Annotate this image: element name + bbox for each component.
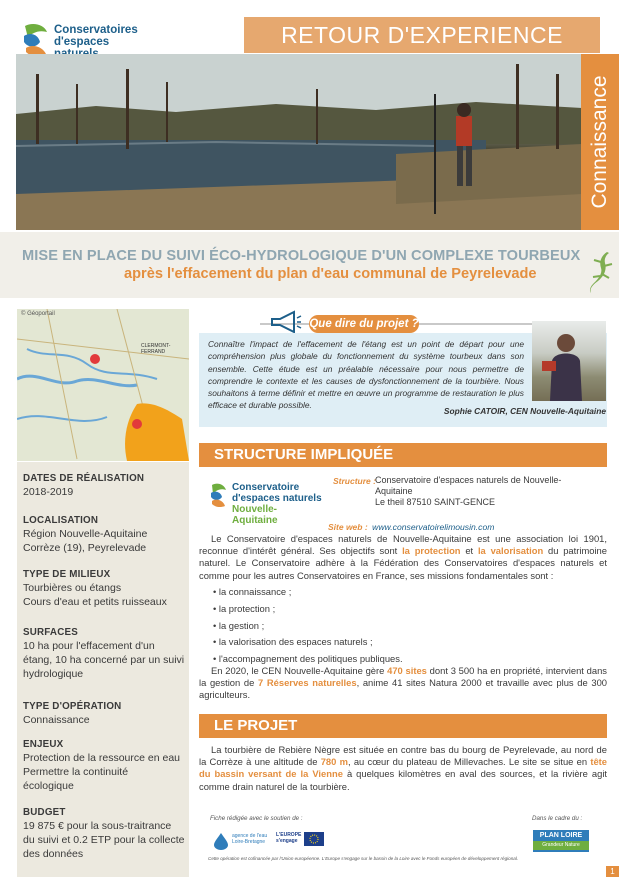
info-heading: TYPE D'OPÉRATION [23,701,122,712]
map-label: CLERMONT-FERRAND [141,343,171,355]
map-credit: © Géoportail [21,311,55,317]
info-budget [23,806,184,861]
projet-paragraph [199,744,607,793]
peatland-scene [16,54,582,230]
quote-text: Connaître l'impact de l'effacement de l'étang est un point de départ pour une compréhension plus globale du fonctionnement du système tourbeux dans son ensemble. Cette étude est un préalable nécessaire pour nous permettre de comprendre le contexte et les causes de dysfonctionnement de la tourbière. Nous souhaitons à terme définir et mettre en œuvre un programme de restauration le plus efficace et durable possible. [208,339,524,411]
website-link[interactable]: www.conservatoirelimousin.com [372,522,495,532]
cen-na-logo-line-1: Conservatoire [232,482,300,493]
info-value: hydrologique [23,668,84,680]
highlight-sites: 470 sites [387,665,427,676]
info-value: Corrèze (19), Peyrelevade [23,542,147,554]
plan-loire-logo [533,830,589,852]
sites-text: , anime 41 sites Natura 2000 et travaille avec plus de 300 agriculteurs. [199,677,608,701]
structure-text: et [465,545,474,557]
info-heading: SURFACES [23,627,78,638]
info-heading: BUDGET [23,807,66,818]
info-milieux [23,568,167,609]
title-band [0,232,619,298]
eu-flag-icon [304,832,324,846]
author-photo-graphic [532,321,606,401]
info-value: écologique [23,780,74,792]
plan-loire-line-2: Grandeur Nature [533,841,589,850]
location-map-graphic [17,309,189,461]
cen-logo-icon [22,22,50,58]
info-value: Protection de la ressource en eau [23,752,181,764]
page-subtitle: après l'effacement du plan d'eau communal de Peyrelevade [124,266,537,282]
water-drop-icon [212,832,230,850]
structure-text: Le Conservatoire d'espaces naturels de Nouvelle-Aquitaine est une association loi 1901, reconnue d'intérêt général. Ses objectifs sont [199,533,607,557]
info-value: Région Nouvelle-Aquitaine [23,528,148,540]
cen-na-logo [210,480,322,526]
hero-photo [16,54,582,230]
cen-na-logo-icon [210,482,228,508]
section-structure: STRUCTURE IMPLIQUÉE [199,443,607,467]
plan-loire-line-1: PLAN LOIRE [539,832,583,839]
frame-label: Dans le cadre du : [532,815,583,822]
megaphone-icon [268,310,302,334]
europe-logo [276,832,328,852]
highlight-altitude: 780 m [320,756,348,768]
info-value: Cours d'eau et petits ruisseaux [23,596,167,608]
europe-logo-line-1: L'EUROPE [276,832,302,838]
list-item: • l'accompagnement des politiques publiques. [213,653,403,665]
list-item: • la valorisation des espaces naturels ; [213,636,373,648]
cen-na-logo-line-2: d'espaces naturels [232,493,322,504]
sites-paragraph [199,665,607,702]
sites-text: dont 3 500 ha en propriété, intervient dans la gestion de [199,665,607,689]
missions-list [213,584,513,668]
section-projet: LE PROJET [199,714,607,738]
page-title: MISE EN PLACE DU SUIVI ÉCO-HYDROLOGIQUE D'UN COMPLEXE TOURBEUX [22,248,581,264]
europe-logo-line-2: s'engage [276,838,298,844]
info-heading: ENJEUX [23,739,64,750]
structure-address: Le theil 87510 SAINT-GENCE [375,497,496,507]
page-number: 1 [606,866,619,877]
info-value: Permettre la continuité [23,766,129,778]
structure-label: Structure : [333,476,376,486]
projet-text: La tourbière de Rebière Nègre est située en contre bas du bourg de Peyrelevade, au nord de la Corrèze à une altitude de [199,744,607,768]
funding-note: Cette opération est cofinancée par l'Union européenne. L'Europe s'engage sur le bassin de la Loire avec le Fonds européen de développement régional. [208,856,519,861]
category-label: Connaissance [588,75,611,209]
info-surfaces [23,626,184,681]
projet-text: , au cœur du plateau de Millevaches. Le site se situe en [347,756,588,768]
category-band [581,54,619,230]
info-value: 10 ha pour l'effacement d'un [23,640,155,652]
highlight-reserves: 7 Réserves naturelles [258,677,357,689]
logo-line-2: d'espaces [54,36,110,48]
info-value: étang, 10 ha concerné par un suivi [23,654,185,666]
info-heading: DATES DE RÉALISATION [23,473,145,484]
list-item: • la protection ; [213,602,276,614]
web-label: Site web : [328,522,368,532]
list-item: • la gestion ; [213,619,265,631]
agence-logo-line-2: Loire-Bretagne [232,839,266,845]
info-heading: TYPE DE MILIEUX [23,569,111,580]
structure-paragraph [199,533,607,582]
structure-name [375,475,600,508]
structure-name-line-1: Conservatoire d'espaces naturels de Nouvelle- [375,475,562,485]
projet-text: à quelques kilomètres en aval des sources, et la rivière agit comme drain naturel de la tourbière. [199,768,608,792]
sites-text: En 2020, le CEN Nouvelle-Aquitaine gère [211,665,385,676]
highlight-bassin: tête du bassin versant de la Vienne [199,756,607,780]
cen-na-logo-line-3: Nouvelle-Aquitaine [232,504,278,526]
logo-line-1: Conservatoires [54,24,138,36]
info-value: Tourbières ou étangs [23,582,122,594]
agence-eau-logo [212,832,272,852]
quote-label: Que dire du projet ? [309,315,419,333]
highlight-protection: la protection [402,545,461,557]
info-operation [23,700,121,727]
structure-name-line-2: Aquitaine [375,486,413,496]
retex-banner: RETOUR D'EXPERIENCE [244,17,600,53]
info-dates [23,472,144,499]
author-photo [532,321,606,401]
lizard-icon [585,250,615,294]
info-value: 19 875 € pour la sous-traitrance [23,820,172,832]
project-info-sidebar [17,462,189,877]
highlight-valorisation: la valorisation [477,545,544,557]
agence-logo-line-1: agence de l'eau [232,833,268,839]
list-item: • la connaissance ; [213,586,292,597]
support-label: Fiche rédigée avec le soutien de : [210,815,303,822]
location-map [17,309,189,461]
quote-author: Sophie CATOIR, CEN Nouvelle-Aquitaine [443,406,606,416]
info-value: du suivi et 0.2 ETP pour la collecte [23,834,185,846]
info-location [23,514,147,555]
info-heading: LOCALISATION [23,515,99,526]
info-value: Connaissance [23,714,90,726]
info-value: des données [23,848,84,860]
structure-text: du patrimoine naturel. Le Conservatoire adhère à la Fédération des Conservatoires d'espaces naturels et comme pour les autres Conservatoires en France, ses missions fondamentales sont : [199,545,607,581]
info-value: 2018-2019 [23,486,74,498]
info-enjeux [23,738,180,793]
